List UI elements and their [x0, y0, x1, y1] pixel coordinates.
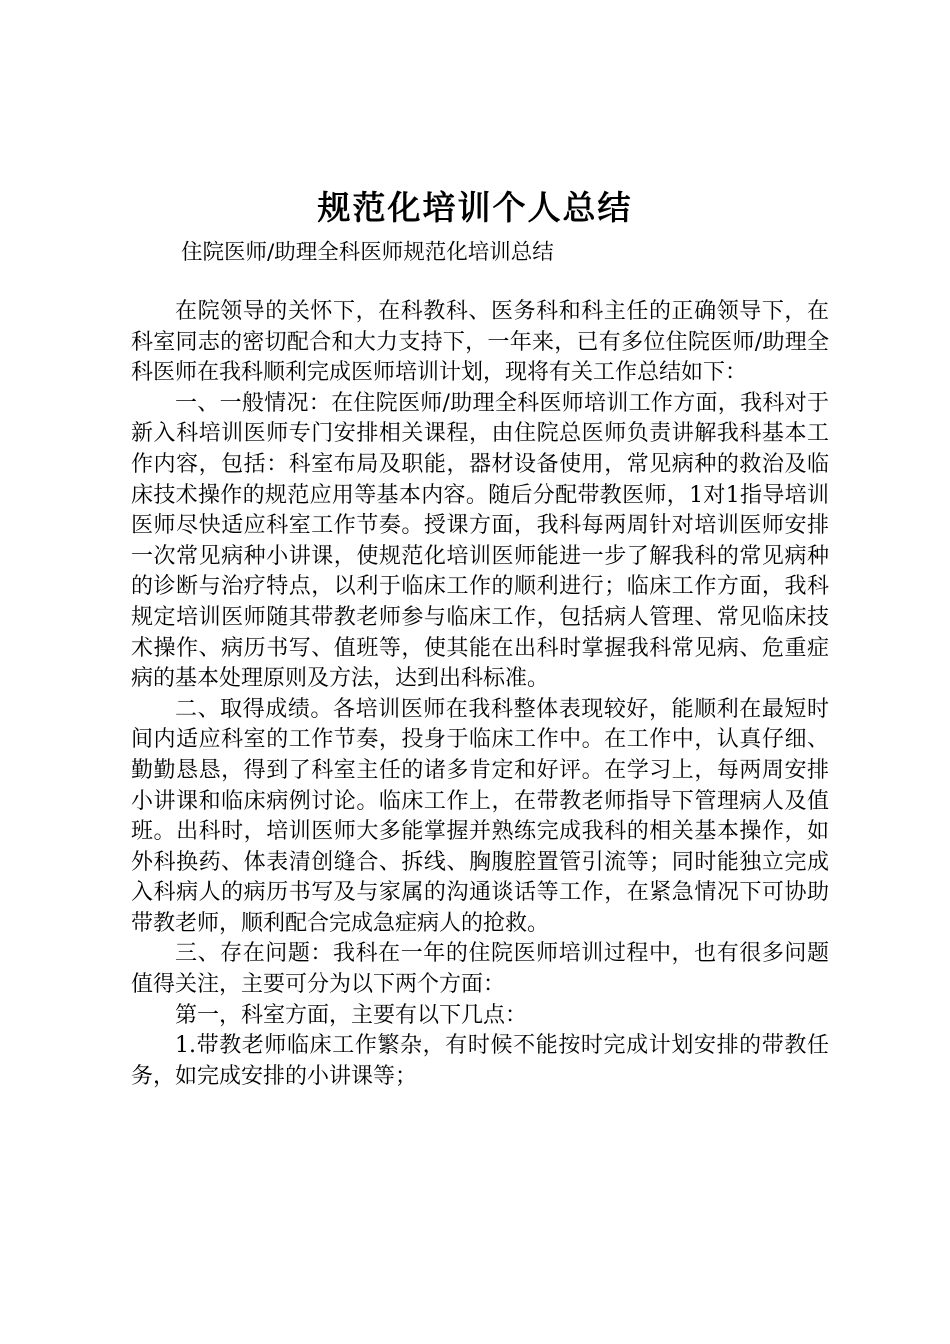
body-paragraph: 一、一般情况：在住院医师/助理全科医师培训工作方面，我科对于新入科培训医师专门安排相关课程，由住院总医师负责讲解我科基本工作内容，包括：科室布局及职能，器材设备使用，常见病种的救治及临床技术操作的规范应用等基本内容。随后分配带教医师，1对1指导培训医师尽快适应科室工作节奏。授课方面，我科每两周针对培训医师安排一次常见病种小讲课，使规范化培训医师能进一步了解我科的常见病种的诊断与治疗特点，以利于临床工作的顺利进行；临床工作方面，我科规定培训医师随其带教老师参与临床工作，包括病人管理、常见临床技术操作、病历书写、值班等，使其能在出科时掌握我科常见病、危重症病的基本处理原则及方法，达到出科标准。 — [131, 390, 829, 692]
document-body — [131, 297, 829, 1092]
document-title: 规范化培训个人总结 — [317, 188, 633, 227]
body-paragraph: 第一，科室方面，主要有以下几点： — [175, 1002, 528, 1028]
body-paragraph: 1.带教老师临床工作繁杂，有时候不能按时完成计划安排的带教任务，如完成安排的小讲课等； — [131, 1033, 829, 1089]
body-paragraph: 二、取得成绩。各培训医师在我科整体表现较好，能顺利在最短时间内适应科室的工作节奏，投身于临床工作中。在工作中，认真仔细、勤勤恳恳，得到了科室主任的诸多肯定和好评。在学习上，每两周安排小讲课和临床病例讨论。临床工作上，在带教老师指导下管理病人及值班。出科时，培训医师大多能掌握并熟练完成我科的相关基本操作，如外科换药、体表清创缝合、拆线、胸腹腔置管引流等；同时能独立完成入科病人的病历书写及与家属的沟通谈话等工作，在紧急情况下可协助带教老师，顺利配合完成急症病人的抢救。 — [131, 696, 829, 936]
body-paragraph: 在院领导的关怀下，在科教科、医务科和科主任的正确领导下，在科室同志的密切配合和大力支持下，一年来，已有多位住院医师/助理全科医师在我科顺利完成医师培训计划，现将有关工作总结如下： — [131, 299, 829, 386]
document-subtitle: 住院医师/助理全科医师规范化培训总结 — [181, 240, 554, 265]
body-paragraph: 三、存在问题：我科在一年的住院医师培训过程中，也有很多问题值得关注，主要可分为以下两个方面： — [131, 941, 829, 998]
